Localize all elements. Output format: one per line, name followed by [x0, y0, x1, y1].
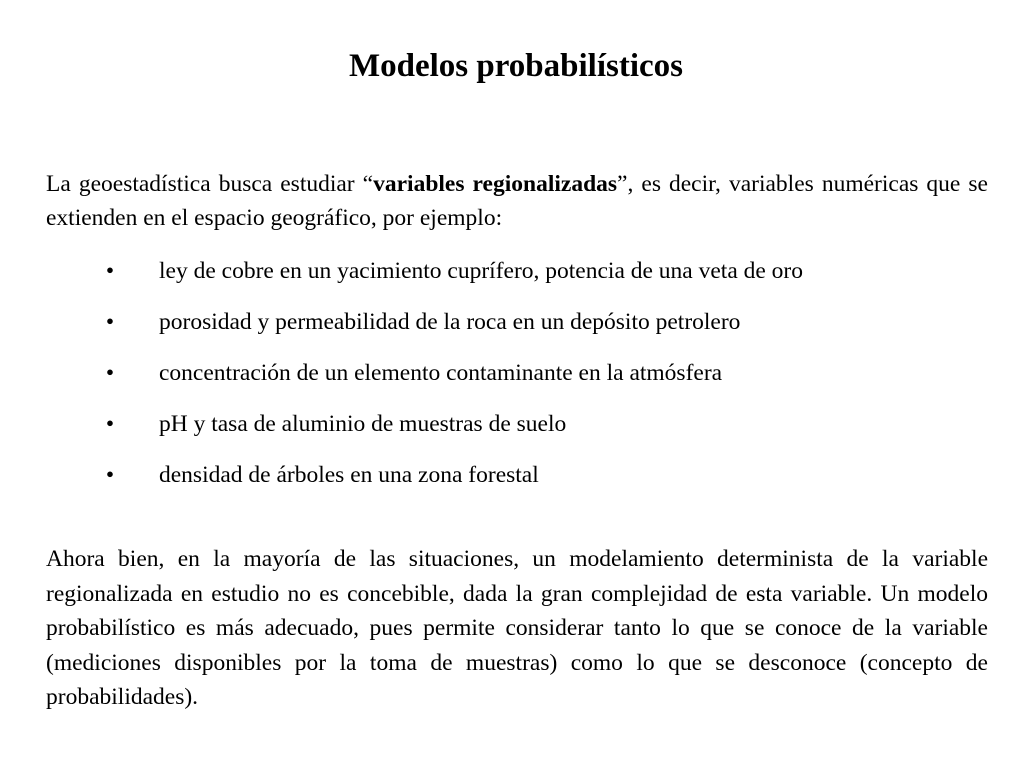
slide-title: Modelos probabilísticos: [348, 48, 683, 84]
list-item-text: pH y tasa de aluminio de muestras de suelo: [159, 411, 567, 437]
list-item: [0, 305, 1024, 356]
intro-paragraph: [46, 167, 988, 235]
list-item: [0, 356, 1024, 407]
intro-text-after: ”, es decir, variables numéricas que se extienden en el espacio geográfico, por ejemplo:: [46, 171, 988, 231]
bullet-icon: •: [105, 411, 115, 437]
example-list: [0, 254, 1024, 509]
bullet-icon: •: [105, 258, 115, 284]
list-item-text: porosidad y permeabilidad de la roca en un depósito petrolero: [159, 309, 741, 335]
list-item-text: ley de cobre en un yacimiento cuprífero, potencia de una veta de oro: [159, 258, 804, 284]
list-item: [0, 254, 1024, 305]
intro-text-before: La geoestadística busca estudiar “: [46, 171, 374, 197]
list-item-text: concentración de un elemento contaminante en la atmósfera: [159, 360, 723, 386]
bullet-icon: •: [105, 462, 115, 488]
bullet-icon: •: [105, 360, 115, 386]
list-item: [0, 458, 1024, 509]
list-item: [0, 407, 1024, 458]
closing-paragraph: Ahora bien, en la mayoría de las situaciones, un modelamiento determinista de la variable regionalizada en estudio no es concebible, dada la gran complejidad de esta variable. Un modelo probabilístico es más adecuado, pues permite considerar tanto lo que se conoce de la variable (mediciones disponibles por la toma de muestras) como lo que se desconoce (concepto de probabilidades).: [46, 546, 988, 710]
intro-bold-term: variables regionalizadas: [373, 171, 618, 197]
list-item-text: densidad de árboles en una zona forestal: [159, 462, 539, 488]
bullet-icon: •: [105, 309, 115, 335]
